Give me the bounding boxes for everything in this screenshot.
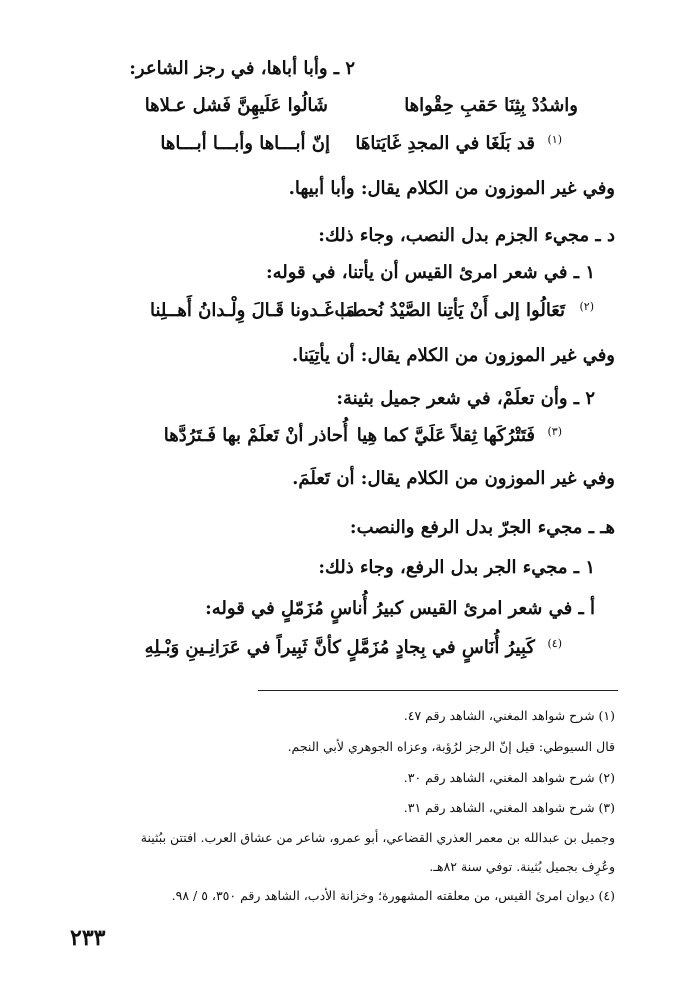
page-number: ٢٣٣ <box>70 925 106 951</box>
verse-2-hemistich-1: إنّ أبـــاها وأبـــا أبـــاها <box>160 133 330 154</box>
footnote-ref-3: (٣) <box>547 425 562 438</box>
paragraph-9: ١ ـ مجيء الجر بدل الرفع، وجاء ذلك: <box>318 557 595 578</box>
footnote-2: (٢) شرح شواهد المغني، الشاهد رقم ٣٠. <box>403 770 615 785</box>
section-heading-h: هـ ـ مجيء الجرّ بدل الرفع والنصب: <box>349 517 615 538</box>
footnote-ref-4: (٤) <box>547 637 562 650</box>
paragraph-5: وفي غير الموزون من الكلام يقال: أن يأتِيَنا. <box>291 345 615 366</box>
paragraph-2: وفي غير الموزون من الكلام يقال: وأبا أبيها. <box>288 178 615 199</box>
footnote-4: (٤) ديوان امرئ القيس، من معلقته المشهورة؛ وخزانة الأدب، الشاهد رقم ٣٥٠، ٥ / ٩٨. <box>171 888 615 903</box>
verse-1-hemistich-1: شَالُوا عَلَيهِنَّ فَشل عـلاها <box>144 95 328 116</box>
verse-3-hemistich-2: تَعَالُوا إلى أَنْ يَأتِنا الصَّيْدُ نُحطب <box>334 300 565 321</box>
footnote-3-note: وجميل بن عبدالله بن معمر العذري القضاعي، أبو عمرو، شاعر من عشاق العرب. افتتن ببُثينة <box>140 830 615 845</box>
footnote-3-note-cont: وعُرِف بجميل بُثينة. توفي سنة ٨٢هـ. <box>429 859 615 874</box>
footnote-1: (١) شرح شواهد المغني، الشاهد رقم ٤٧. <box>403 708 615 723</box>
paragraph-7: وفي غير الموزون من الكلام يقال: أن تَعلَمَ. <box>292 468 615 489</box>
footnote-1-note: قال السيوطي: قيل إنّ الرجز لرُؤبة، وعزاه الجوهري لأبي النجم. <box>287 739 615 754</box>
verse-5-hemistich-1: كأنَّ ثَبِيراً في عَرَانِـينِ وَبْـلِهِ <box>144 637 341 658</box>
verse-4-hemistich-2: فَتَتْرُكَها ثِقلاً عَلَيَّ كما هِيا <box>356 425 535 446</box>
verse-3-hemistich-1: مَا غَـدونا قَـالَ وِلْـدانُ أَهــلِنا <box>150 300 355 321</box>
footnote-3: (٣) شرح شواهد المغني، الشاهد رقم ٣١. <box>403 800 615 815</box>
paragraph-6: ٢ ـ وأن تعلَمْ، في شعر جميل بثينة: <box>336 388 595 409</box>
verse-4-hemistich-1: أُحاذر أنْ تَعلَمْ بها فَـتَرُدَّها <box>163 425 348 446</box>
footnote-ref-2: (٢) <box>579 300 594 313</box>
footnote-divider <box>258 690 618 691</box>
verse-5-hemistich-2: كَبِيرُ أُنَاسٍ في بِجادٍ مُزَمَّلٍ <box>346 637 535 658</box>
paragraph-1: ٢ ـ وأبا أباها، في رجز الشاعر: <box>129 58 355 79</box>
verse-2-hemistich-2: قد بَلَغَا في المجدِ غَايَتاهَا <box>355 133 535 154</box>
section-heading-d: د ـ مجيء الجزم بدل النصب، وجاء ذلك: <box>318 225 615 246</box>
paragraph-10: أ ـ في شعر امرئ القيس كبيرُ أُناسٍ مُزَمّلٍ في قوله: <box>205 598 595 619</box>
paragraph-4: ١ ـ في شعر امرئ القيس أن يأتنا، في قوله: <box>265 262 595 283</box>
verse-1-hemistich-2: واشدُدْ بِثِنَا حَقبِ حِقْواها <box>404 95 578 116</box>
footnote-ref-1: (١) <box>547 133 562 146</box>
